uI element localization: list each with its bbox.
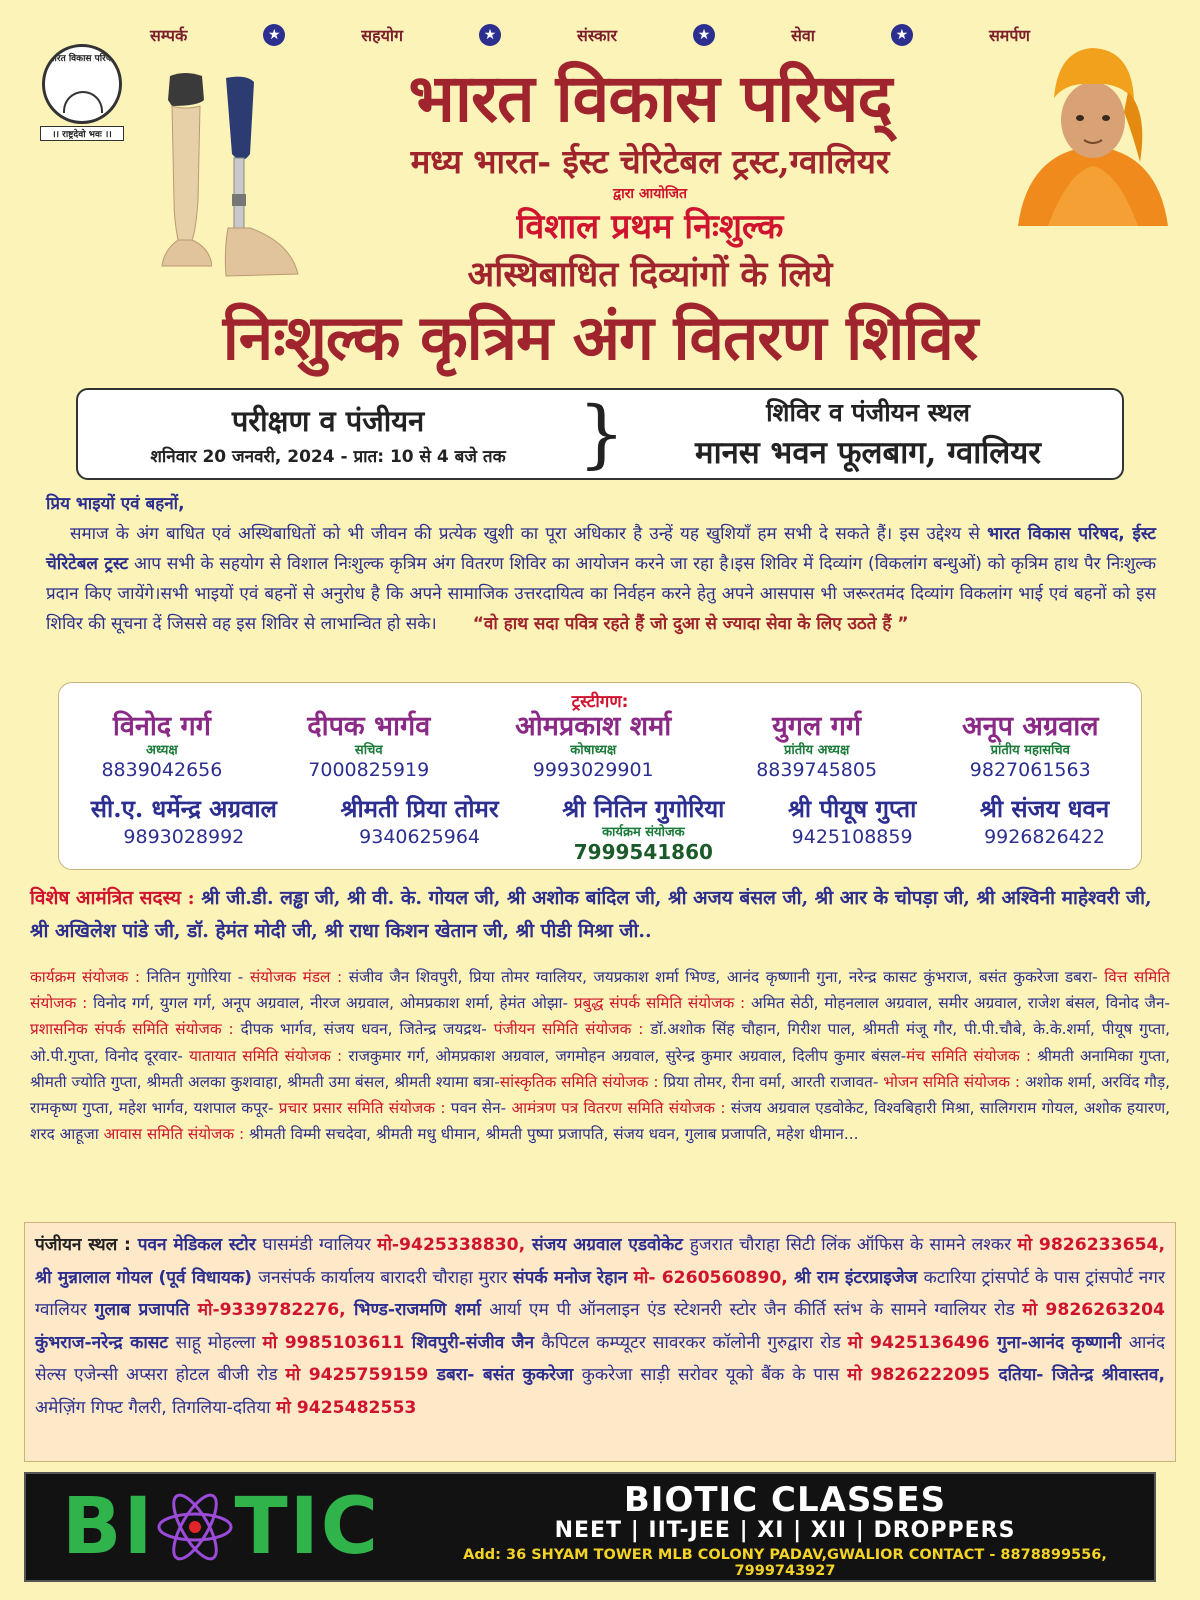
venue-block [614, 395, 1122, 473]
values-strip [150, 24, 1030, 46]
prosthetic-leg-icon [158, 70, 212, 270]
venue-address: कटारिया ट्रांसपोर्ट के पास ट्रांसपोर्ट नगर ग्वालियर [35, 1267, 1166, 1320]
biotic-logo [26, 1474, 416, 1580]
trustees-row-2 [59, 793, 1141, 864]
trustee-phone: 9425108859 [791, 826, 913, 848]
trustee-phone: 9340625964 [359, 826, 481, 848]
committee-label: प्रबुद्ध संपर्क समिति संयोजक : [573, 994, 746, 1013]
trustee-phone: 9993029901 [532, 759, 654, 781]
trustee-phone: 9827061563 [969, 759, 1091, 781]
trustee-phone: 8839745805 [756, 759, 878, 781]
venue-contact: कुंभराज-नरेन्द्र कासट [35, 1332, 176, 1353]
committee-label: भोजन समिति संयोजक : [883, 1072, 1021, 1091]
letter-greeting: प्रिय भाइयों एवं बहनों, [46, 494, 185, 514]
organisation-logo [40, 44, 124, 140]
committee-members: राजकुमार गर्ग, ओमप्रकाश अग्रवाल, जगमोहन अग्रवाल, सुरेन्द्र कुमार अग्रवाल, दिलीप कुमार बंसल- [342, 1046, 907, 1065]
venue-address: जनसंपर्क कार्यालय बारादरी चौराहा मुरार [258, 1267, 514, 1288]
venue-phone: मो 9425482553 [276, 1397, 417, 1418]
venue-address: आनंद सेल्स एजेन्सी अप्सरा होटल बीजी रोड [35, 1332, 1165, 1385]
star-icon: ★ [479, 24, 501, 46]
venue-contact: दतिया- जितेन्द्र श्रीवास्तव, [998, 1365, 1165, 1385]
committee-members: पवन सेन- [445, 1099, 512, 1118]
special-members [30, 882, 1170, 948]
venue-contact: भिण्ड-राजमणि शर्मा [353, 1300, 490, 1320]
committee-label: प्रचार प्रसार समिति संयोजक : [278, 1099, 446, 1118]
page-title: भारत विकास परिषद् [408, 59, 892, 137]
venue-contact: शिवपुरी-संजीव जैन [411, 1332, 542, 1353]
atom-icon [155, 1487, 235, 1567]
committee-label: प्रशासनिक संपर्क समिति संयोजक : [30, 1020, 234, 1039]
committee-label: पंजीयन समिति संयोजक : [493, 1020, 644, 1039]
trustees-heading: ट्रस्टीगण: [571, 692, 629, 712]
trustee-card [788, 793, 916, 864]
committee-members: श्रीमती अनामिका गुप्ता, श्रीमती ज्योति गुप्ता, श्रीमती अलका कुशवाहा, श्रीमती उमा बंसल, श्रीमती श्यामा बत्रा- [30, 1046, 1170, 1091]
sponsor-courses: NEET | IIT-JEE | XI | XII | DROPPERS [554, 1518, 1016, 1543]
venue-address: अमेज़िंग गिफ्ट गैलरी, तिगलिया-दतिया [35, 1397, 277, 1418]
trustee-phone: 9926826422 [984, 826, 1105, 848]
venue-contact: पवन मेडिकल स्टोर [130, 1235, 263, 1255]
logo-ring-text: भारत विकास परिषद् [48, 54, 116, 64]
venue-address: साहू मोहल्ला [175, 1332, 263, 1353]
venue-address: आर्या एम पी ऑनलाइन एंड स्टेशनरी स्टोर जैन कीर्ति स्तंभ के सामने ग्वालियर रोड [489, 1300, 1023, 1320]
trustee-name: श्री संजय धवन [979, 794, 1110, 823]
committee-members: विनोद गर्ग, युगल गर्ग, अनूप अग्रवाल, नीरज अग्रवाल, ओमप्रकाश शर्मा, हेमंत ओझा- [87, 994, 574, 1013]
trustee-phone: 7999541860 [573, 840, 713, 864]
venue-phone: मो- 6260560890, [633, 1267, 795, 1288]
swami-vivekananda-portrait-icon [1008, 42, 1178, 226]
venues-text [35, 1235, 1165, 1418]
venue-contact: गुना-आनंद कृष्णानी [997, 1332, 1129, 1353]
for-disabled-heading: अस्थिबाधित दिव्यांगों के लिये [467, 254, 833, 295]
venue-address: घासमंडी ग्वालियर [262, 1235, 378, 1255]
value-seva: सेवा [791, 26, 815, 45]
registration-datetime: शनिवार 20 जनवरी, 2024 - प्रात: 10 से 4 बजे तक [150, 447, 506, 467]
committee-label: कार्यक्रम संयोजक : [30, 968, 141, 986]
value-samarpan: समर्पण [988, 26, 1030, 45]
value-sampark: सम्पर्क [150, 26, 188, 45]
committee-label: आवास समिति संयोजक : [103, 1125, 245, 1144]
venue-contact: श्री मुन्नालाल गोयल (पूर्व विधायक) [35, 1267, 259, 1288]
letter-quote: “वो हाथ सदा पवित्र रहते हैं जो दुआ से ज्यादा सेवा के लिए उठते हैं ” [472, 614, 909, 634]
trustee-phone: 8839042656 [101, 759, 223, 781]
trustee-role: कोषाध्यक्ष [570, 743, 617, 758]
venue-name: मानस भवन फूलबाग, ग्वालियर [695, 435, 1041, 471]
committee-label: सांस्कृतिक समिति संयोजक : [499, 1072, 659, 1091]
registration-heading: परीक्षण व पंजीयन [231, 404, 425, 438]
trustee-role: प्रांतीय अध्यक्ष [783, 743, 850, 758]
venue-contact: डबरा- बसंत कुकरेजा [436, 1365, 582, 1385]
committee-label: वित्त समिति संयोजक : [30, 968, 1171, 1013]
trustee-name: श्री नितिन गुगोरिया [562, 794, 725, 823]
trustees-box [58, 682, 1142, 870]
venue-phone: मो 9826233654, [1017, 1235, 1166, 1255]
venue-phone: मो 9425759159 [285, 1365, 437, 1385]
special-members-label: विशेष आमंत्रित सदस्य : [30, 887, 195, 909]
trustee-card [562, 793, 724, 864]
committees-list [30, 964, 1170, 1147]
committee-label: यातायात समिति संयोजक : [189, 1046, 343, 1065]
value-sanskar: संस्कार [577, 26, 618, 45]
trustee-name: ओमप्रकाश शर्मा [515, 711, 672, 742]
logo-right-text: TIC [234, 1482, 380, 1572]
trustee-name: अनूप अग्रवाल [961, 711, 1099, 742]
venue-phone: मो 9826222095 [847, 1365, 999, 1385]
venue-phone: मो 9985103611 [262, 1332, 412, 1353]
trustee-role: कार्यक्रम संयोजक [602, 825, 685, 840]
trustee-card [307, 711, 430, 782]
trustee-role: अध्यक्ष [146, 743, 178, 758]
appeal-letter [46, 489, 1156, 639]
venue-contact: गुलाब प्रजापति [94, 1300, 198, 1320]
venue-address: कुकरेजा साड़ी सरोवर यूको बैंक के पास [581, 1365, 848, 1385]
prosthetic-legs-illustration [148, 70, 298, 286]
registration-schedule-box [76, 388, 1124, 480]
logo-left-text: BI [62, 1482, 155, 1572]
registration-venues [24, 1222, 1176, 1462]
trustee-card [101, 711, 222, 782]
trustee-card [91, 793, 277, 864]
logo-emblem-icon [42, 44, 122, 124]
committee-label: संयोजक मंडल : [249, 968, 343, 986]
star-icon: ★ [891, 24, 913, 46]
committee-members: अमित सेठी, मोहनलाल अग्रवाल, समीर अग्रवाल, राजेश बंसल, विनोद जैन- [745, 994, 1170, 1013]
brace-divider: } [578, 391, 626, 477]
trust-subtitle: मध्य भारत- ईस्ट चेरिटेबल ट्रस्ट,ग्वालियर [410, 142, 890, 181]
committee-members: डॉ.अशोक सिंह चौहान, गिरीश पाल, श्रीमती मंजू गौर, पी.पी.चौबे, के.के.शर्मा, पीयूष गुप्ता, ओ.पी.गुप्ता, विनोद दूरवार- [30, 1020, 1170, 1065]
trustee-card [980, 793, 1109, 864]
sponsor-info [416, 1474, 1154, 1580]
trustee-role: प्रांतीय महासचिव [990, 743, 1070, 758]
sponsor-address: Add: 36 SHYAM TOWER MLB COLONY PADAV,GWALIOR CONTACT - 8878899556, 7999743927 [463, 1547, 1107, 1579]
star-icon: ★ [263, 24, 285, 46]
trustee-role: सचिव [354, 743, 383, 758]
trustee-name: विनोद गर्ग [112, 711, 211, 742]
sponsor-name: BIOTIC CLASSES [623, 1480, 947, 1520]
letter-body [46, 519, 1156, 639]
trustee-card [962, 711, 1099, 782]
logo-motto: ।। राष्ट्रदेवो भवः ।। [40, 126, 124, 141]
organised-by-text: द्वारा आयोजित [613, 186, 687, 202]
letter-org-name: भारत विकास परिषद, ईस्ट चेरिटेबल ट्रस्ट [46, 524, 1156, 574]
trustee-name: दीपक भार्गव [307, 711, 431, 742]
trustee-card [515, 711, 671, 782]
venue-phone: मो 9826263204 [1022, 1300, 1166, 1320]
committee-members: अशोक शर्मा, अरविंद गौड़, रामकृष्ण गुप्ता, महेश भार्गव, यशपाल कपूर- [30, 1072, 1171, 1118]
value-sahyog: सहयोग [361, 26, 404, 45]
star-icon: ★ [693, 24, 715, 46]
committee-members: संजय अग्रवाल एडवोकेट, विश्वबिहारी मिश्रा, सालिगराम गोयल, अशोक हयारण, शरद आहूजा [30, 1099, 1170, 1144]
committee-label: आमंत्रण पत्र वितरण समिति संयोजक : [511, 1099, 726, 1118]
venue-heading: शिविर व पंजीयन स्थल [766, 398, 970, 427]
committee-members: श्रीमती विम्मी सचदेवा, श्रीमती मधु धीमान, श्रीमती पुष्पा प्रजापति, संजय धवन, गुलाब प्रजापति, महेश धीमान... [244, 1125, 859, 1144]
trustee-phone: 7000825919 [308, 759, 430, 781]
venue-phone: मो-9425338830, [377, 1235, 532, 1255]
committee-members: नितिन गुगोरिया - [140, 968, 250, 986]
committee-members: संजीव जैन शिवपुरी, प्रिया तोमर ग्वालियर, जयप्रकाश शर्मा भिण्ड, आनंद कृष्णानी गुना, नरेन्द्र कासट कुंभराज, बसंत कुकरेजा डबरा- [342, 968, 1105, 986]
venue-address: हुजरात चौराहा सिटी लिंक ऑफिस के सामने लश्कर [689, 1235, 1018, 1255]
camp-main-title: निःशुल्क कृत्रिम अंग वितरण शिविर [222, 301, 978, 374]
trustee-card [340, 793, 498, 864]
committee-members: दीपक भार्गव, संजय धवन, जितेन्द्र जयद्रथ- [233, 1020, 494, 1039]
venue-phone: मो-9339782276, [197, 1300, 354, 1320]
trustee-name: सी.ए. धर्मेन्द्र अग्रवाल [90, 794, 277, 823]
trustee-name: श्री पीयूष गुप्ता [787, 794, 917, 823]
venue-contact: संपर्क मनोज रेहान [513, 1267, 634, 1288]
committee-members: प्रिया तोमर, रीना वर्मा, आरती राजावत- [658, 1072, 884, 1091]
venues-label: पंजीयन स्थल : [35, 1235, 131, 1255]
trustee-name: श्रीमती प्रिया तोमर [340, 794, 499, 823]
special-members-list: श्री जी.डी. लड्ढा जी, श्री वी. के. गोयल जी, श्री अशोक बांदिल जी, श्री अजय बंसल जी, श्री आर के चोपड़ा जी, श्री अश्विनी माहेश्वरी जी, श्री अखिलेश पांडे जी, डॉ. हेमंत मोदी जी, श्री राधा किशन खेतान जी, श्री पीडी मिश्रा जी.. [30, 887, 1152, 942]
venue-address: कैपिटल कम्प्यूटर सावरकर कॉलोनी गुरुद्वारा रोड [541, 1332, 848, 1353]
committee-label: मंच समिति संयोजक : [906, 1046, 1032, 1065]
camp-first-heading: विशाल प्रथम निःशुल्क [516, 207, 784, 247]
letter-text-2: आप सभी के सहयोग से विशाल निःशुल्क कृत्रिम अंग वितरण शिविर का आयोजन करने जा रहा है।इस शिविर में दिव्यांग (विकलांग बन्धुओं) को कृत्रिम हाथ पैर निःशुल्क प्रदान किए जायेंगे।सभी भाइयों एवं बहनों से अनुरोध है कि अपने सामाजिक उत्तरदायित्व का निर्वहन करने हेतु अपने आसपास भी जरूरतमंद दिव्यांग विकलांग भाई एवं बहनों को इस शिविर की सूचना दें जिससे वह इस शिविर से लाभान्वित हो सके। [46, 554, 1157, 634]
registration-date-block [78, 401, 578, 467]
venue-phone: मो 9425136496 [847, 1332, 998, 1353]
venue-contact: संजय अग्रवाल एडवोकेट [531, 1235, 690, 1255]
trustee-card [756, 711, 877, 782]
sponsor-banner [24, 1472, 1156, 1582]
trustee-name: युगल गर्ग [772, 711, 862, 742]
letter-text-1: समाज के अंग बाधित एवं अस्थिबाधितों को भी जीवन की प्रत्येक खुशी का पूरा अधिकार है उन्हें यह खुशियाँ हम सभी दे सकते हैं। इस उद्देश्य से [70, 524, 980, 544]
venue-contact: श्री राम इंटरप्राइजेज [794, 1267, 924, 1288]
trustees-row-1 [59, 711, 1141, 782]
trustee-phone: 9893028992 [123, 826, 245, 848]
